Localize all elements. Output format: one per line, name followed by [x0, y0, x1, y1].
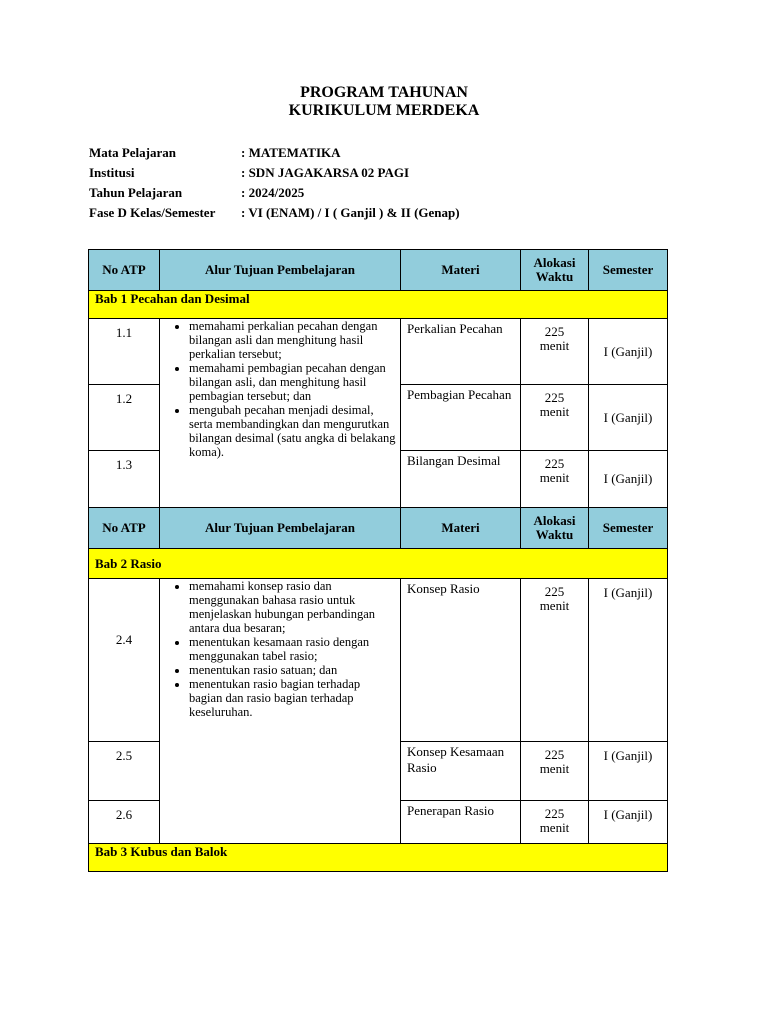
materi-cell: Bilangan Desimal [401, 451, 521, 508]
alokasi-value: 225 [544, 584, 565, 599]
meta-value: : MATEMATIKA [241, 145, 341, 160]
header-materi: Materi [401, 250, 521, 291]
chapter-row [89, 549, 668, 579]
atp-item: • memahami konsep rasio dan menggunakan bahasa rasio untuk menjelaskan hubungan perbandingan antara dua besaran; [189, 579, 396, 635]
meta-row-subject [89, 145, 460, 165]
alokasi-value: 225 [544, 390, 565, 405]
header-semester: Semester [589, 250, 668, 291]
header-no-atp: No ATP [89, 508, 160, 549]
atp-item: • menentukan kesamaan rasio dengan menggunakan tabel rasio; [189, 635, 396, 663]
semester-cell: I (Ganjil) [589, 801, 668, 844]
materi-cell: Penerapan Rasio [401, 801, 521, 844]
alokasi-value: 225 [544, 806, 565, 821]
meta-row-institution [89, 165, 460, 185]
header-atp: Alur Tujuan Pembelajaran [160, 508, 401, 549]
semester-cell: I (Ganjil) [589, 385, 668, 451]
materi-cell: Pembagian Pecahan [401, 385, 521, 451]
meta-value: : SDN JAGAKARSA 02 PAGI [241, 165, 410, 180]
document-title-line2: KURIKULUM MERDEKA [288, 102, 480, 119]
alokasi-cell [521, 451, 589, 508]
table-header-row [89, 250, 668, 291]
alokasi-unit: menit [539, 338, 570, 353]
chapter-title: Bab 1 Pecahan dan Desimal [89, 291, 668, 319]
alokasi-unit: menit [539, 404, 570, 419]
alokasi-unit: menit [539, 761, 570, 776]
atp-number: 1.1 [89, 319, 160, 385]
meta-row-year [89, 185, 460, 205]
header-alokasi [521, 250, 589, 291]
chapter-title: Bab 3 Kubus dan Balok [89, 844, 668, 872]
chapter-row [89, 291, 668, 319]
atp-number: 2.4 [89, 579, 160, 742]
atp-description [160, 579, 401, 844]
alokasi-cell [521, 319, 589, 385]
atp-item: • mengubah pecahan menjadi desimal, serta membandingkan dan mengurutkan bilangan desimal (satu angka di belakang koma). [189, 403, 396, 459]
meta-value: : 2024/2025 [241, 185, 305, 200]
materi-cell: Konsep Rasio [401, 579, 521, 742]
atp-item: • memahami perkalian pecahan dengan bilangan asli dan menghitung hasil perkalian tersebut; [189, 319, 396, 361]
document-title-line1: PROGRAM TAHUNAN [300, 84, 468, 101]
alokasi-unit: menit [539, 470, 570, 485]
table-header-row [89, 508, 668, 549]
chapter-row [89, 844, 668, 872]
alokasi-cell [521, 742, 589, 801]
program-table [88, 249, 668, 872]
semester-cell: I (Ganjil) [589, 319, 668, 385]
alokasi-value: 225 [544, 324, 565, 339]
atp-number: 1.3 [89, 451, 160, 508]
alokasi-cell [521, 385, 589, 451]
atp-item: • menentukan rasio bagian terhadap bagian dan rasio bagian terhadap keseluruhan. [189, 677, 396, 719]
alokasi-cell [521, 579, 589, 742]
table-row [89, 319, 668, 385]
header-semester: Semester [589, 508, 668, 549]
header-alokasi-l1: Alokasi [533, 255, 576, 270]
header-alokasi [521, 508, 589, 549]
meta-label: Institusi [89, 165, 135, 180]
atp-item: • menentukan rasio satuan; dan [189, 663, 396, 677]
header-alokasi-l2: Waktu [535, 269, 574, 284]
alokasi-cell [521, 801, 589, 844]
meta-row-phase [89, 205, 460, 225]
atp-number: 2.6 [89, 801, 160, 844]
chapter-title: Bab 2 Rasio [89, 549, 668, 579]
meta-label: Mata Pelajaran [89, 145, 177, 160]
header-atp: Alur Tujuan Pembelajaran [160, 250, 401, 291]
atp-item: • memahami pembagian pecahan dengan bilangan asli, dan menghitung hasil pembagian tersebut; dan [189, 361, 396, 403]
meta-value: : VI (ENAM) / I ( Ganjil ) & II (Genap) [241, 205, 460, 220]
table-row [89, 579, 668, 742]
header-alokasi-l1: Alokasi [533, 513, 576, 528]
header-no-atp: No ATP [89, 250, 160, 291]
header-alokasi-l2: Waktu [535, 527, 574, 542]
meta-label: Tahun Pelajaran [89, 185, 183, 200]
meta-label: Fase D Kelas/Semester [89, 205, 216, 220]
meta-info [89, 145, 460, 225]
semester-cell: I (Ganjil) [589, 742, 668, 801]
alokasi-unit: menit [539, 598, 570, 613]
atp-number: 2.5 [89, 742, 160, 801]
semester-cell: I (Ganjil) [589, 451, 668, 508]
alokasi-unit: menit [539, 820, 570, 835]
materi-cell: Perkalian Pecahan [401, 319, 521, 385]
alokasi-value: 225 [544, 456, 565, 471]
atp-number: 1.2 [89, 385, 160, 451]
header-materi: Materi [401, 508, 521, 549]
alokasi-value: 225 [544, 747, 565, 762]
materi-cell: Konsep Kesamaan Rasio [401, 742, 521, 801]
atp-description [160, 319, 401, 508]
semester-cell: I (Ganjil) [589, 579, 668, 742]
